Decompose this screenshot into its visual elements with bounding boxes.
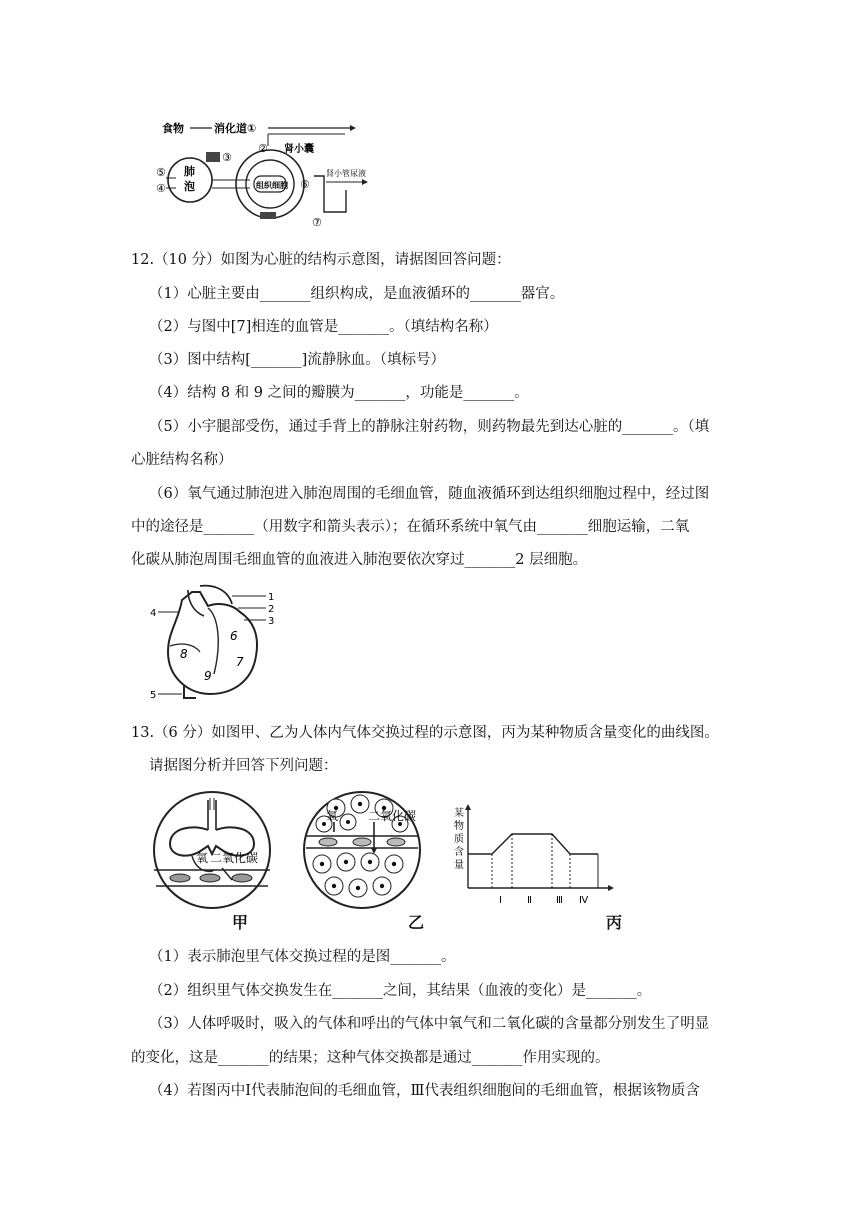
q13-part3-line1: （3）人体呼吸时，吸入的气体和呼出的气体中氧气和二氧化碳的含量都分别发生了明显 (149, 1016, 710, 1032)
caption-jia: 甲 (232, 913, 249, 932)
label-7: ⑦ (312, 216, 322, 228)
q12-part1: （1）心脏主要由_______组织构成，是血液循环的_______器官。 (149, 286, 565, 302)
circulation-schematic-figure (150, 112, 370, 228)
q12-part6-line3: 化碳从肺泡周围毛细血管的血液进入肺泡要依次穿过_______2 层细胞。 (131, 552, 588, 568)
svg-text:含: 含 (454, 847, 464, 858)
q13-part2: （2）组织里气体交换发生在_______之间，其结果（血液的变化）是_______。 (149, 983, 652, 999)
label-2: ② (258, 142, 268, 155)
label-6: ⑥ (300, 178, 310, 191)
alveolus-label: 泡 (184, 180, 195, 193)
q13-part1: （1）表示肺泡里气体交换过程的是图_______。 (149, 949, 456, 965)
bing-ylabel (454, 806, 464, 871)
tissue-cell-label: 组织细胞 (256, 181, 288, 190)
q12-part6-line2: 中的途径是_______（用数字和箭头表示）；在循环系统中氧气由_______细胞运输，二氧 (131, 519, 690, 535)
bing-tick-I: Ⅰ (499, 895, 502, 906)
svg-text:量: 量 (454, 860, 464, 871)
heart-label-3: 3 (268, 616, 275, 627)
renal-capsule-label: 肾小囊 (284, 144, 314, 155)
q13-part3-line2: 的变化，这是_______的结果；这种气体交换都是通过_______作用实现的。 (131, 1050, 610, 1066)
svg-text:物: 物 (454, 821, 464, 832)
label-5: ⑤ (156, 166, 166, 179)
yi-oxygen-label: 氧 (326, 809, 339, 823)
heart-label-6: 6 (230, 629, 238, 643)
jia-oxygen-label: 氧 (196, 851, 209, 865)
label-4: ④ (156, 182, 166, 195)
q12-part6-line1: （6）氧气通过肺泡进入肺泡周围的毛细血管，随血液循环到达组织细胞过程中，经过图 (149, 486, 710, 502)
q13-part4: （4）若图丙中Ⅰ代表肺泡间的毛细血管，Ⅲ代表组织细胞间的毛细血管，根据该物质含 (149, 1083, 700, 1099)
lung-label: 肺 (184, 165, 195, 178)
q13-stem-line2: 请据图分析并回答下列问题： (149, 758, 338, 774)
q12-part3: （3）图中结构[_______]流静脉血。（填标号） (149, 352, 446, 368)
heart-label-8: 8 (180, 647, 188, 661)
label-3: ③ (222, 151, 232, 164)
bing-tick-IV: Ⅳ (579, 895, 589, 906)
bing-tick-III: Ⅲ (556, 895, 563, 906)
q12-part4: （4）结构 8 和 9 之间的瓣膜为_______，功能是_______。 (149, 385, 529, 401)
heart-structure-figure (148, 582, 280, 704)
q12-part5-line1: （5）小宇腿部受伤，通过手背上的静脉注射药物，则药物最先到达心脏的_______。（填 (149, 419, 710, 435)
renal-tubule-label: 肾小管 (326, 169, 350, 178)
food-label: 食物 (162, 122, 184, 135)
digestive-tract-label: 消化道① (214, 122, 257, 135)
q12-part2: （2）与图中[7]相连的血管是_______。（填结构名称） (149, 319, 498, 335)
substance-content-line-chart (452, 802, 618, 906)
caption-bing: 丙 (606, 913, 623, 932)
yi-co2-label: 二氧化碳 (368, 809, 417, 823)
heart-label-5: 5 (150, 690, 157, 701)
tissue-gas-exchange-figure (302, 790, 422, 910)
urine-label: 尿液 (350, 169, 366, 178)
svg-text:某: 某 (454, 808, 464, 819)
caption-yi: 乙 (408, 913, 425, 932)
heart-label-9: 9 (204, 669, 212, 683)
heart-label-1: 1 (268, 592, 275, 603)
heart-label-2: 2 (268, 604, 275, 615)
heart-label-4: 4 (150, 608, 157, 619)
jia-co2-label: 二氧化碳 (210, 851, 259, 865)
bing-tick-II: Ⅱ (527, 895, 532, 906)
q13-stem-line1: 13.（6 分）如图甲、乙为人体内气体交换过程的示意图，丙为某种物质含量变化的曲线图。 (131, 725, 719, 741)
heart-label-7: 7 (236, 655, 244, 669)
q12-part5-line2: 心脏结构名称） (131, 452, 233, 468)
alveolus-gas-exchange-figure (152, 790, 272, 910)
svg-text:质: 质 (454, 834, 464, 845)
q12-stem: 12.（10 分）如图为心脏的结构示意图，请据图回答问题： (131, 252, 511, 268)
